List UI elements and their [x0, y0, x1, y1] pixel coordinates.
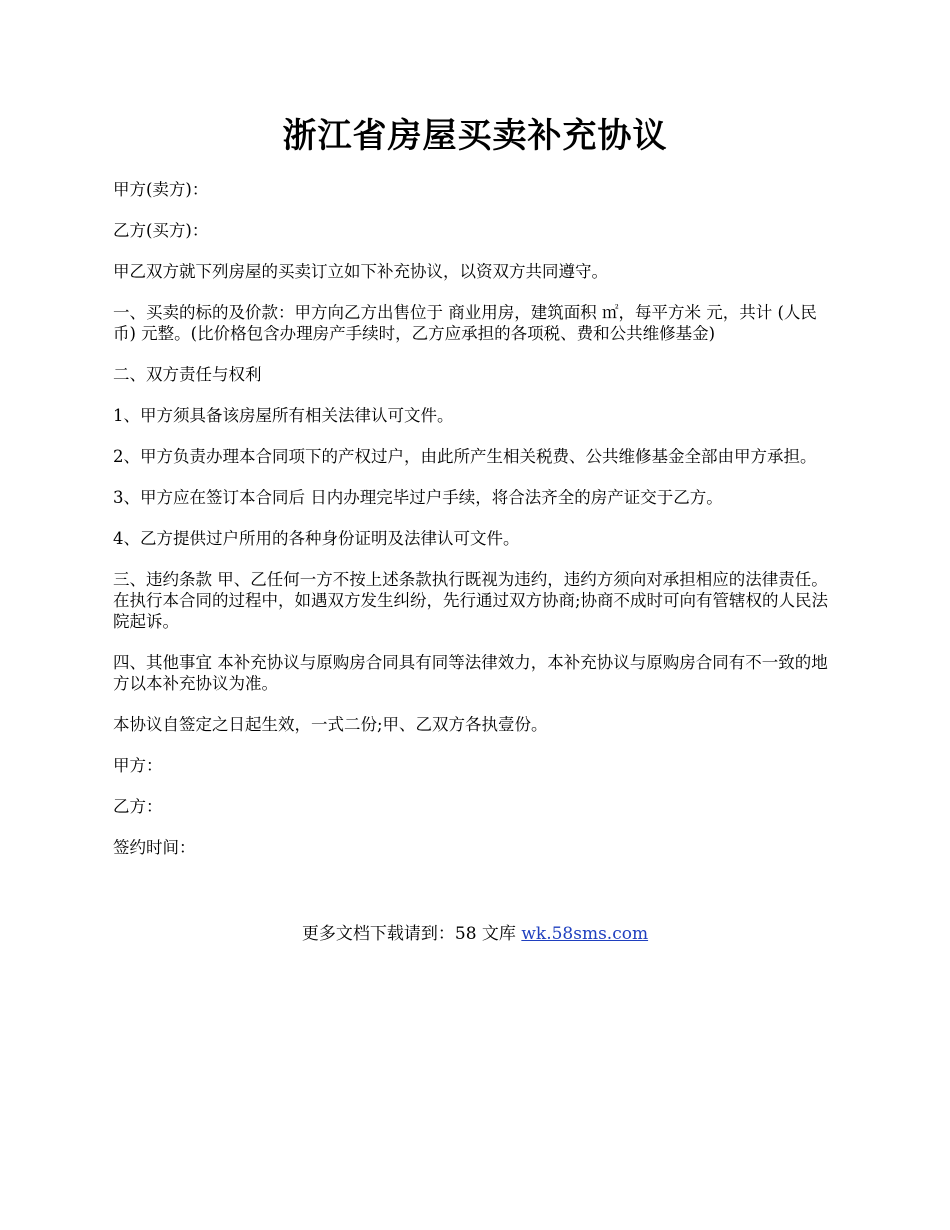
footer-link[interactable]: wk.58sms.com	[521, 924, 649, 944]
clause-2-heading: 二、双方责任与权利	[113, 365, 262, 384]
document-body	[113, 179, 833, 878]
intro-paragraph: 甲乙双方就下列房屋的买卖订立如下补充协议，以资双方共同遵守。	[113, 262, 608, 281]
clause-2-item-1: 1、甲方须具备该房屋所有相关法律认可文件。	[113, 406, 454, 425]
effective-clause: 本协议自签定之日起生效，一式二份;甲、乙双方各执壹份。	[113, 715, 548, 734]
seller-line: 甲方(卖方)：	[113, 180, 209, 199]
document-title: 浙江省房屋买卖补充协议	[282, 116, 668, 156]
party-a-signature-line: 甲方：	[113, 756, 163, 775]
clause-4-other: 四、其他事宜 本补充协议与原购房合同具有同等法律效力，本补充协议与原购房合同有不一致的地方以本补充协议为准。	[113, 653, 828, 693]
download-footer	[0, 922, 950, 946]
clause-1-subject-price: 一、买卖的标的及价款：甲方向乙方出售位于 商业用房，建筑面积 ㎡，每平方米 元，共计 (人民币) 元整。(比价格包含办理房产手续时，乙方应承担的各项税、费和公共维修基金)	[113, 303, 817, 343]
party-b-signature-line: 乙方：	[113, 797, 163, 816]
clause-2-item-2: 2、甲方负责办理本合同项下的产权过户，由此所产生相关税费、公共维修基金全部由甲方承担。	[113, 447, 817, 466]
footer-text: 更多文档下载请到：58 文库	[301, 924, 522, 944]
clause-2-item-3: 3、甲方应在签订本合同后 日内办理完毕过户手续，将合法齐全的房产证交于乙方。	[113, 488, 723, 507]
buyer-line: 乙方(买方)：	[113, 221, 209, 240]
clause-2-item-4: 4、乙方提供过户所用的各种身份证明及法律认可文件。	[113, 529, 520, 548]
signing-date-line: 签约时间：	[113, 838, 196, 857]
clause-3-breach: 三、违约条款 甲、乙任何一方不按上述条款执行既视为违约，违约方须向对承担相应的法律责任。在执行本合同的过程中，如遇双方发生纠纷，先行通过双方协商;协商不成时可向有管辖权的人民法院起诉。	[113, 570, 829, 631]
